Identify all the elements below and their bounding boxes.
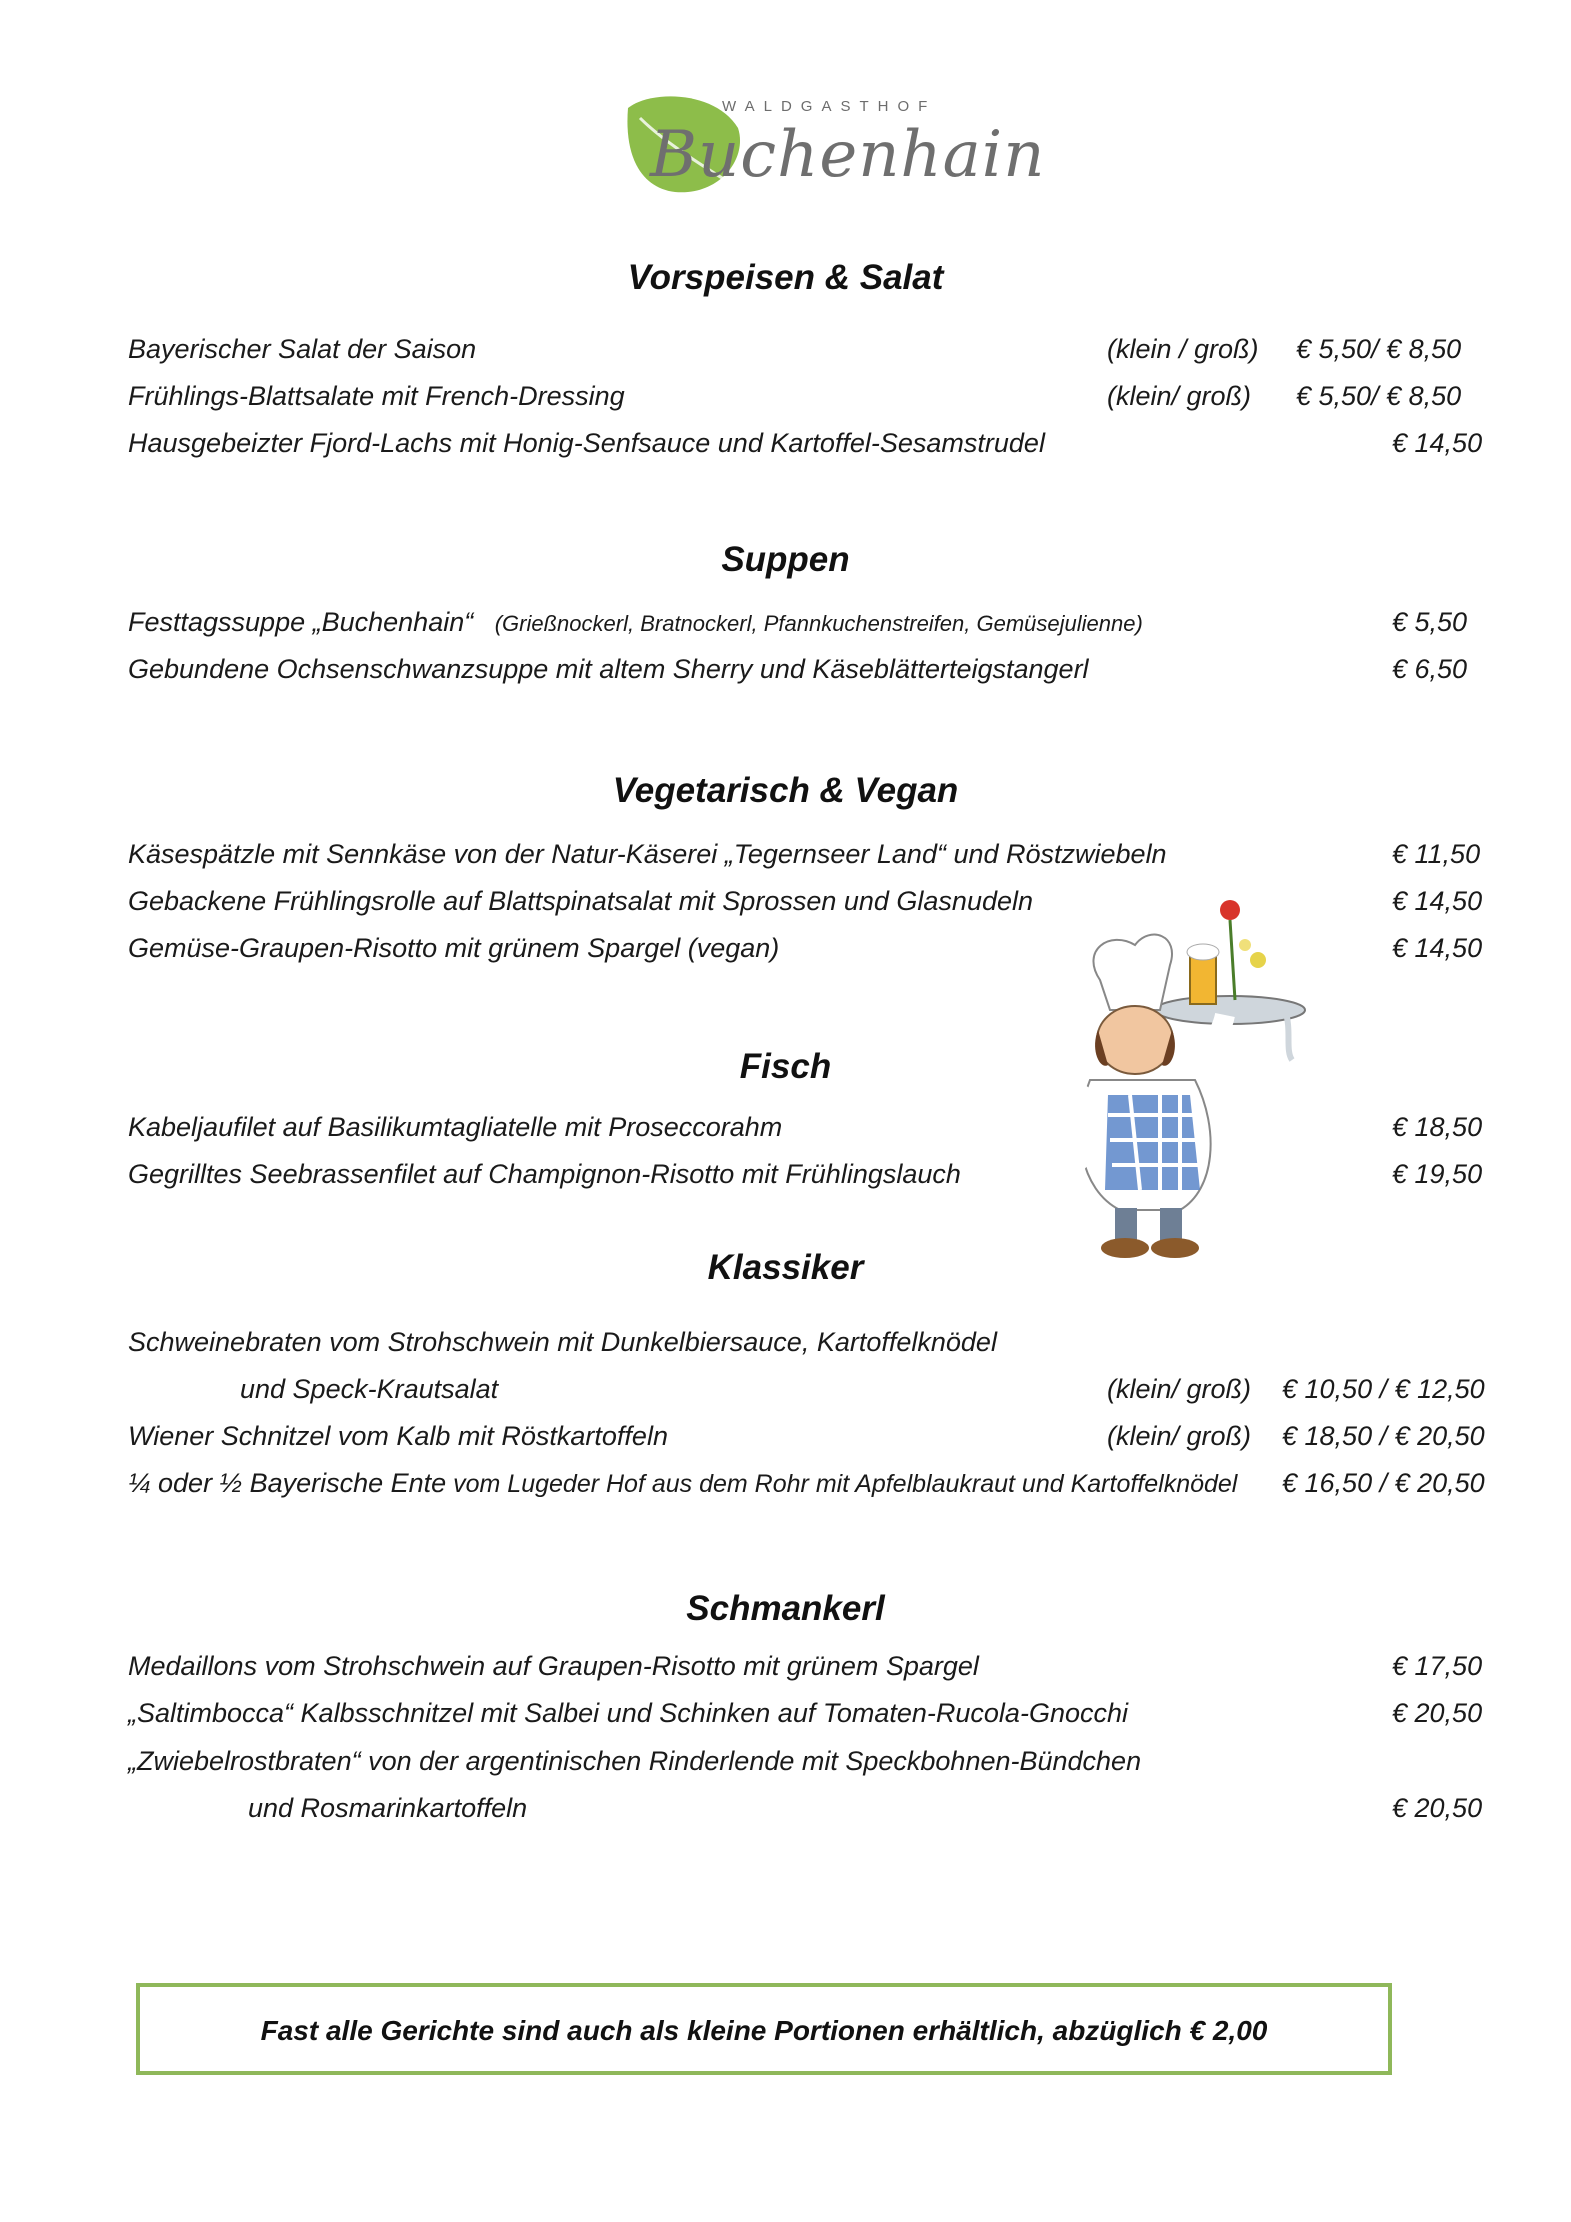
chef-illustration bbox=[1030, 890, 1330, 1270]
menu-item-price: € 5,50/ € 8,50 bbox=[1296, 334, 1462, 364]
menu-item-name: Käsespätzle mit Sennkäse von der Natur-Käserei „Tegernseer Land“ und Röstzwiebeln bbox=[128, 839, 1167, 869]
menu-item-name bbox=[128, 1468, 1237, 1499]
menu-item-name: Hausgebeizter Fjord-Lachs mit Honig-Senfsauce und Kartoffel-Sesamstrudel bbox=[128, 428, 1045, 458]
menu-item-price: € 10,50 / € 12,50 bbox=[1282, 1374, 1485, 1404]
menu-item-name: Medaillons vom Strohschwein auf Graupen-Risotto mit grünem Spargel bbox=[128, 1651, 979, 1681]
brand-logo bbox=[620, 88, 1046, 208]
section-title-fisch: Fisch bbox=[739, 1047, 832, 1086]
menu-item-continuation: und Speck-Krautsalat bbox=[240, 1374, 499, 1404]
section-title-vorspeisen: Vorspeisen & Salat bbox=[627, 258, 944, 297]
menu-item-name: Schweinebraten vom Strohschwein mit Dunkelbiersauce, Kartoffelknödel bbox=[128, 1327, 997, 1357]
menu-item-size: (klein/ groß) bbox=[1107, 1374, 1252, 1404]
menu-item-price: € 18,50 bbox=[1392, 1112, 1483, 1142]
menu-item-price: € 16,50 / € 20,50 bbox=[1282, 1468, 1485, 1498]
menu-item-detail: (Grießnockerl, Bratnockerl, Pfannkuchenstreifen, Gemüsejulienne) bbox=[494, 611, 1143, 636]
menu-item-price: € 5,50/ € 8,50 bbox=[1296, 381, 1462, 411]
section-title-schmankerl: Schmankerl bbox=[686, 1589, 885, 1628]
menu-item-name: Gegrilltes Seebrassenfilet auf Champignon-Risotto mit Frühlingslauch bbox=[128, 1159, 961, 1189]
portion-note: Fast alle Gerichte sind auch als kleine Portionen erhältlich, abzüglich € 2,00 bbox=[260, 2015, 1268, 2046]
brand-subtitle: WALDGASTHOF bbox=[722, 98, 937, 115]
menu-item-name-main: Festtagssuppe „Buchenhain“ bbox=[128, 607, 474, 637]
menu-item-name: Gebackene Frühlingsrolle auf Blattspinatsalat mit Sprossen und Glasnudeln bbox=[128, 886, 1034, 916]
menu-item-price: € 6,50 bbox=[1392, 654, 1468, 684]
menu-item-name: Kabeljaufilet auf Basilikumtagliatelle mit Proseccorahm bbox=[128, 1112, 783, 1142]
menu-item-price: € 5,50 bbox=[1392, 607, 1468, 637]
menu-item-size: (klein/ groß) bbox=[1107, 381, 1252, 411]
menu-item-name: Frühlings-Blattsalate mit French-Dressing bbox=[128, 381, 625, 411]
section-title-suppen: Suppen bbox=[721, 540, 850, 579]
section-title-vegetarisch: Vegetarisch & Vegan bbox=[612, 771, 959, 810]
menu-item-name: Wiener Schnitzel vom Kalb mit Röstkartoffeln bbox=[128, 1421, 668, 1451]
menu-item-name: „Saltimbocca“ Kalbsschnitzel mit Salbei und Schinken auf Tomaten-Rucola-Gnocchi bbox=[128, 1698, 1128, 1728]
menu-item-name: Bayerischer Salat der Saison bbox=[128, 334, 477, 364]
menu-item-price: € 20,50 bbox=[1392, 1698, 1483, 1728]
menu-item-name: „Zwiebelrostbraten“ von der argentinischen Rinderlende mit Speckbohnen-Bündchen bbox=[128, 1746, 1142, 1776]
menu-item-price: € 14,50 bbox=[1392, 886, 1483, 916]
menu-item-size: (klein / groß) bbox=[1107, 334, 1259, 364]
section-title-klassiker: Klassiker bbox=[707, 1248, 864, 1287]
menu-item-price: € 14,50 bbox=[1392, 428, 1483, 458]
brand-name: Buchenhain bbox=[650, 118, 1046, 192]
menu-item-name-rest: vom Lugeder Hof aus dem Rohr mit Apfelblaukraut und Kartoffelknödel bbox=[446, 1470, 1238, 1498]
menu-item-price: € 11,50 bbox=[1392, 839, 1481, 869]
menu-item-price: € 17,50 bbox=[1392, 1651, 1483, 1681]
menu-item-price: € 19,50 bbox=[1392, 1159, 1483, 1189]
menu-item-price: € 20,50 bbox=[1392, 1793, 1483, 1823]
menu-item-price: € 14,50 bbox=[1392, 933, 1483, 963]
menu-item-continuation: und Rosmarinkartoffeln bbox=[248, 1793, 528, 1823]
menu-item-name: Gebundene Ochsenschwanzsuppe mit altem Sherry und Käseblätterteigstangerl bbox=[128, 654, 1089, 684]
menu-item-size: (klein/ groß) bbox=[1107, 1421, 1252, 1451]
menu-item-name-main: ¼ oder ½ Bayerische Ente bbox=[128, 1468, 447, 1498]
menu-item-name: Gemüse-Graupen-Risotto mit grünem Spargel (vegan) bbox=[128, 933, 780, 963]
portion-note-box bbox=[136, 1983, 1392, 2075]
menu-item-price: € 18,50 / € 20,50 bbox=[1282, 1421, 1485, 1451]
menu-item-name bbox=[128, 607, 1143, 638]
